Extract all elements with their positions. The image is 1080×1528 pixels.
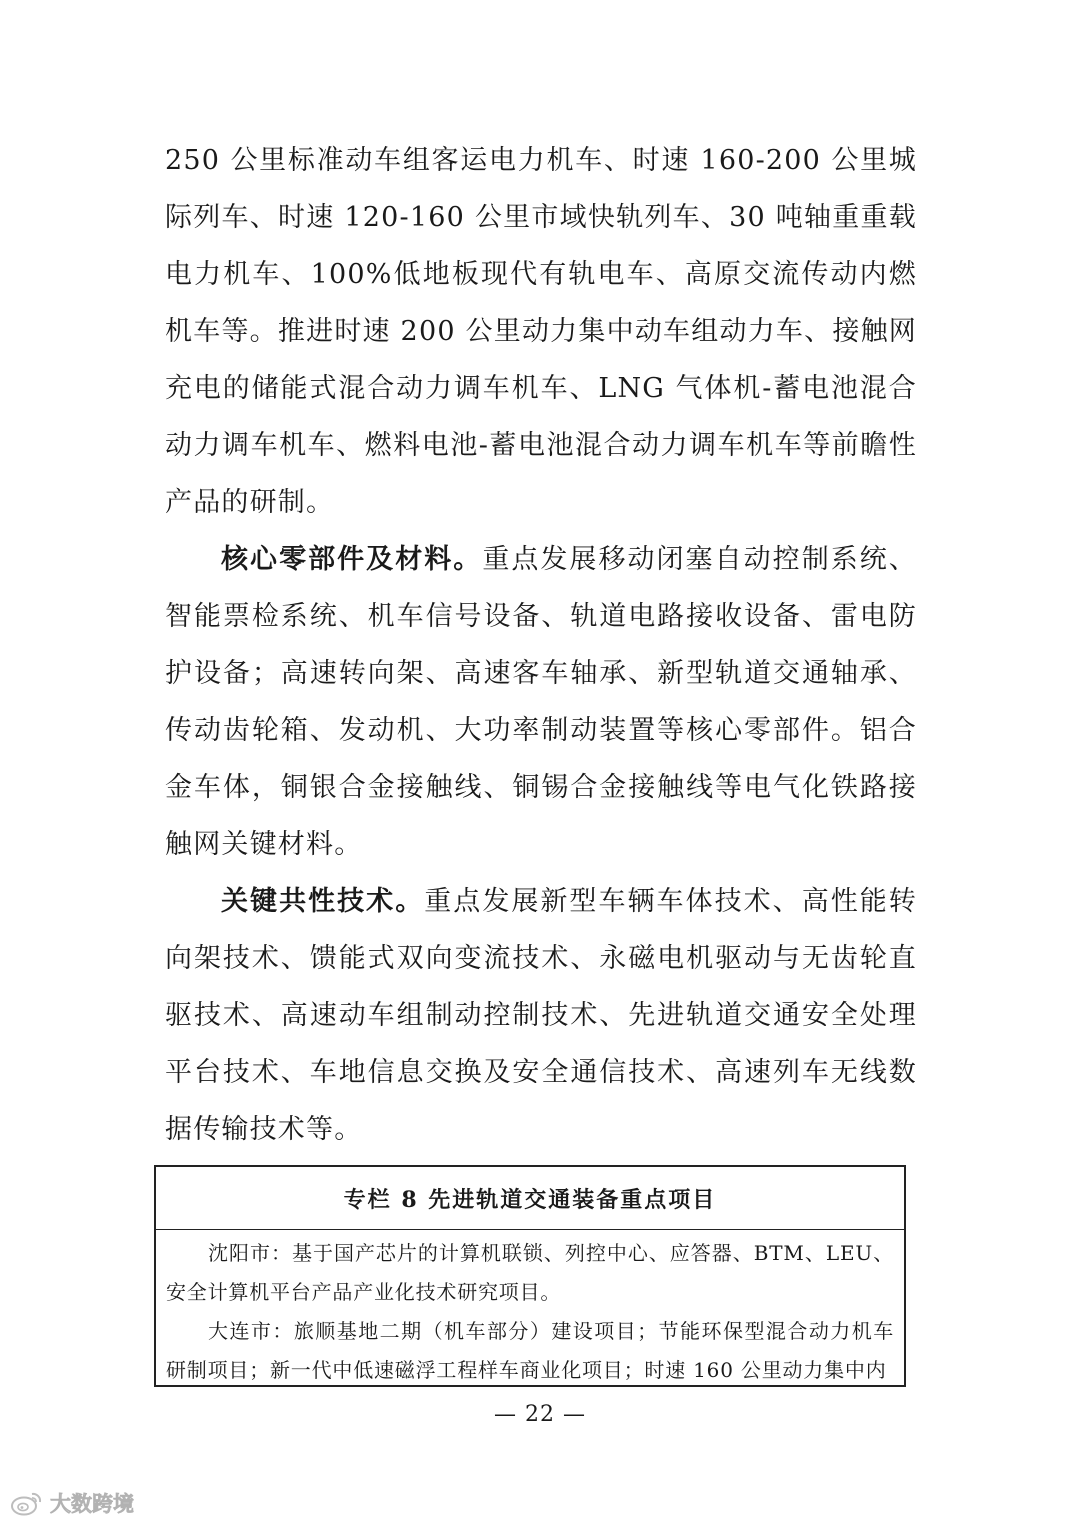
paragraph-1-text: 250 公里标准动车组客运电力机车、时速 160-200 公里城际列车、时速 120-160 公里市域快轨列车、30 吨轴重重载电力机车、100%低地板现代有轨电车、高原交流传动内燃机车等。推进时速 200 公里动力集中动车组动力车、接触网充电的储能式混合动力调车机车、LNG 气体机-蓄电池混合动力调车机车、燃料电池-蓄电池混合动力调车机车等前瞻性产品的研制。 xyxy=(165,145,917,518)
weibo-logo-icon xyxy=(10,1489,44,1517)
paragraph-2-text: 重点发展移动闭塞自动控制系统、智能票检系统、机车信号设备、轨道电路接收设备、雷电防护设备；高速转向架、高速客车轴承、新型轨道交通轴承、传动齿轮箱、发动机、大功率制动装置等核心零部件。铝合金车体，铜银合金接触线、铜锡合金接触线等电气化铁路接触网关键材料。 xyxy=(165,544,917,860)
paragraph-3-lead: 关键共性技术。 xyxy=(221,886,425,917)
page-number: — 22 — xyxy=(494,1402,586,1427)
body-text xyxy=(165,132,917,1158)
paragraph-3-text: 重点发展新型车辆车体技术、高性能转向架技术、馈能式双向变流技术、永磁电机驱动与无齿轮直驱技术、高速动车组制动控制技术、先进轨道交通安全处理平台技术、车地信息交换及安全通信技术、高速列车无线数据传输技术等。 xyxy=(165,886,917,1145)
column-entry-dalian: 大连市：旅顺基地二期（机车部分）建设项目；节能环保型混合动力机车研制项目；新一代中低速磁浮工程样车商业化项目；时速 160 公里动力集中内 xyxy=(166,1319,894,1382)
paragraph-2-lead: 核心零部件及材料。 xyxy=(221,544,483,575)
paragraph-3 xyxy=(165,873,917,1158)
column-entry-shenyang: 沈阳市：基于国产芯片的计算机联锁、列控中心、应答器、BTM、LEU、安全计算机平台产品产业化技术研究项目。 xyxy=(166,1241,894,1304)
column-body xyxy=(156,1230,904,1387)
column-title: 专栏 8 先进轨道交通装备重点项目 xyxy=(156,1167,904,1230)
watermark xyxy=(10,1488,134,1518)
watermark-text: 大数跨境 xyxy=(50,1493,134,1516)
paragraph-1 xyxy=(165,132,917,531)
column-box xyxy=(154,1165,906,1387)
paragraph-2 xyxy=(165,531,917,873)
